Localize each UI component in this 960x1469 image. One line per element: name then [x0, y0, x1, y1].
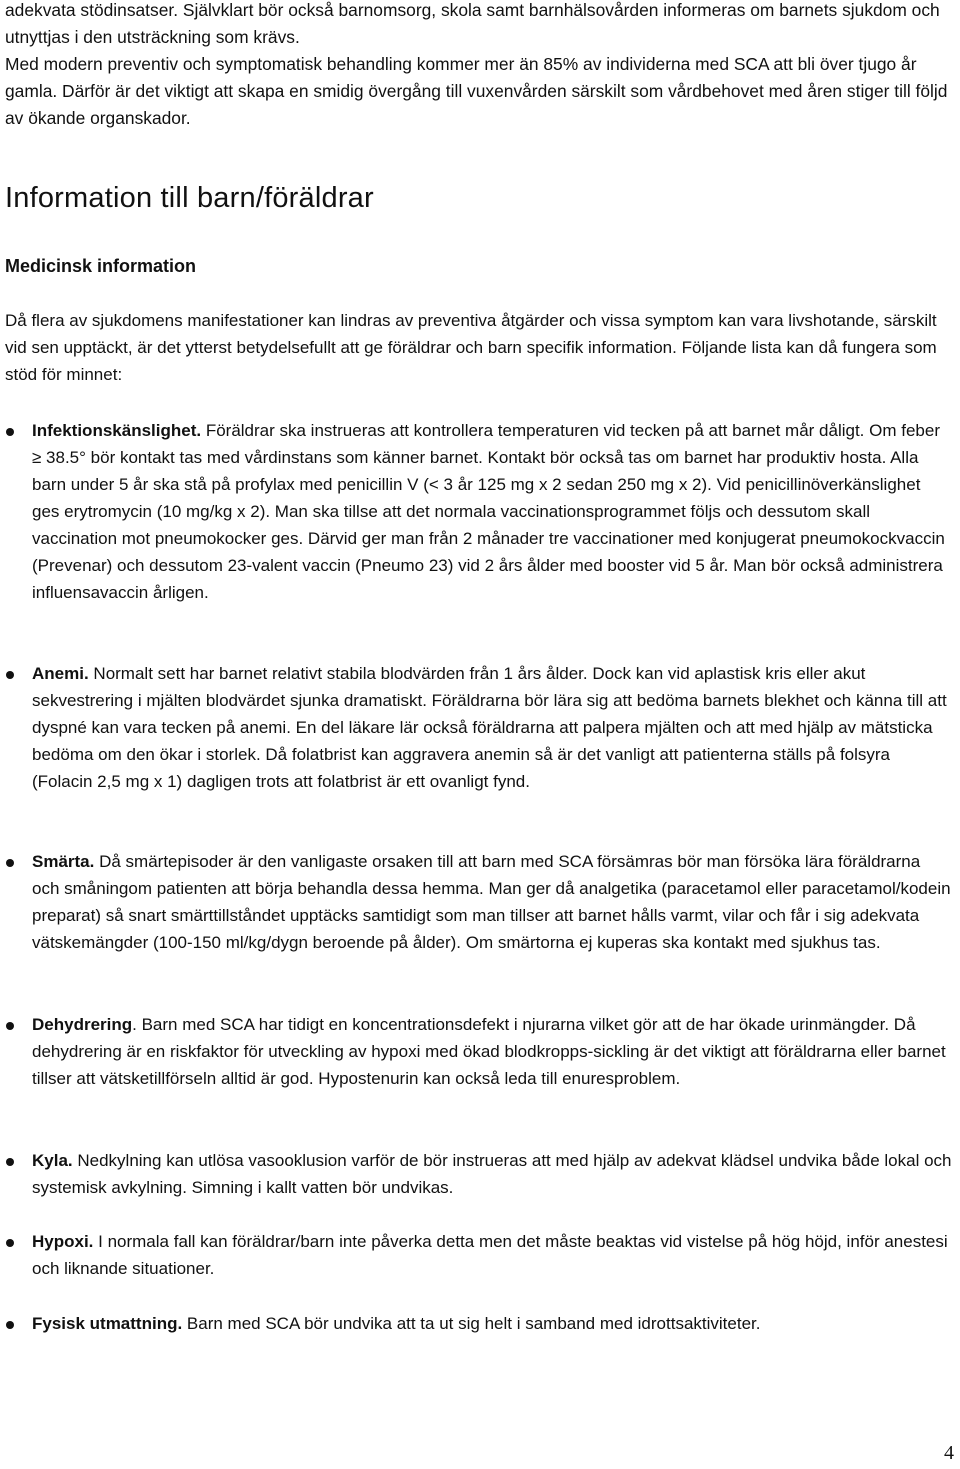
list-item-text	[32, 848, 952, 956]
list-item-term: Hypoxi.	[32, 1232, 94, 1251]
bullet-icon	[6, 428, 14, 436]
list-item-text	[32, 417, 952, 606]
list-item-body: Normalt sett har barnet relativt stabila blodvärden från 1 års ålder. Dock kan vid aplastisk kris eller akut sekvestrering i mjälten blodvärdet sjunka dramatiskt. Föräldrarna bör lära sig att bedöma barnets blekhet och känna till att dyspné kan vara tecken på anemi. En del läkare lär också föräldrarna att palpera mjälten och att med hjälp av mätsticka bedöma om den ökar i storlek. Då folatbrist kan aggravera anemin så är det vanligt att patienterna ställs på folsyra (Folacin 2,5 mg x 1) dagligen trots att folatbrist är ett ovanligt fynd.	[32, 664, 947, 791]
section-subheading: Medicinsk information	[5, 256, 197, 276]
list-item-body: Nedkylning kan utlösa vasooklusion varför de bör instrueras att med hjälp av adekvat klädsel undvika både lokal och systemisk avkylning. Simning i kallt vatten bör undvikas.	[32, 1151, 952, 1197]
list-item-text	[32, 1228, 952, 1282]
bullet-icon	[6, 671, 14, 679]
list-item-term: Smärta.	[32, 852, 95, 871]
list-item-term: Fysisk utmattning.	[32, 1314, 183, 1333]
list-item-term: Anemi.	[32, 664, 89, 683]
section-heading: Information till barn/föräldrar	[5, 182, 374, 214]
list-item-body: I normala fall kan föräldrar/barn inte påverka detta men det måste beaktas vid vistelse på hög höjd, inför anestesi och liknande situationer.	[32, 1232, 948, 1278]
list-item-body: Föräldrar ska instrueras att kontrollera temperaturen vid tecken på att barnet mår dåligt. Om feber ≥ 38.5° bör kontakt tas med vårdinstans som känner barnet. Kontakt bör också tas om barnet har produktiv hosta. Alla barn under 5 år ska stå på profylax med penicillin V (< 3 år 125 mg x 2 sedan 250 mg x 2). Vid penicillinöverkänslighet ges erytromycin (10 mg/kg x 2). Man ska tillse att det normala vaccinationsprogrammet följs och dessutom skall vaccination mot pneumokocker ges. Därvid ger man från 2 månader tre vaccinationer med konjugerat pneumokockvaccin (Prevenar) och dessutom 23-valent vaccin (Pneumo 23) vid 2 års ålder med booster vid 5 år. Man bör också administrera influensavaccin årligen.	[32, 421, 945, 602]
list-item-term: Dehydrering	[32, 1015, 133, 1034]
bullet-icon	[6, 1321, 14, 1329]
list-item-text	[32, 1147, 952, 1201]
page-number: 4	[944, 1442, 954, 1464]
bullet-icon	[6, 859, 14, 867]
intro-paragraph-1: adekvata stödinsatser. Självklart bör också barnomsorg, skola samt barnhälsovården informeras om barnets sjukdom och utnyttjas i den utsträckning som krävs.	[5, 0, 940, 47]
list-item-text	[32, 1310, 952, 1337]
bullet-icon	[6, 1239, 14, 1247]
list-item-body: Barn med SCA bör undvika att ta ut sig helt i samband med idrottsaktiviteter.	[182, 1314, 761, 1333]
intro-paragraph-2: Med modern preventiv och symptomatisk behandling kommer mer än 85% av individerna med SCA att bli över tjugo år gamla. Därför är det viktigt att skapa en smidig övergång till vuxenvården särskilt som vårdbehovet med åren stiger till följd av ökande organskador.	[5, 54, 948, 128]
list-item-term: Infektionskänslighet.	[32, 421, 202, 440]
list-item-term: Kyla.	[32, 1151, 73, 1170]
lead-paragraph: Då flera av sjukdomens manifestationer kan lindras av preventiva åtgärder och vissa symptom kan vara livshotande, särskilt vid sen upptäckt, är det ytterst betydelsefullt att ge föräldrar och barn specifik information. Följande lista kan då fungera som stöd för minnet:	[5, 311, 937, 384]
list-item-body: . Barn med SCA har tidigt en koncentrationsdefekt i njurarna vilket gör att de har ökade urinmängder. Då dehydrering är en riskfaktor för utveckling av hypoxi med ökad blodkropps-sickling är det viktigt att föräldrarna eller barnet tillser att vätsketillförseln alltid är god. Hypostenurin kan också leda till enuresproblem.	[32, 1015, 946, 1088]
bullet-icon	[6, 1022, 14, 1030]
list-item-text	[32, 660, 952, 795]
list-item-body: Då smärtepisoder är den vanligaste orsaken till att barn med SCA försämras bör man försöka lära föräldrarna och småningom patienten att börja behandla dessa hemma. Man ger då analgetika (paracetamol eller paracetamol/kodein preparat) så snart smärttillståndet upptäcks samtidigt som man tillser att barnet hålls varmt, vilar och får i sig adekvata vätskemängder (100-150 ml/kg/dygn beroende på ålder). Om smärtorna ej kuperas ska kontakt med sjukhus tas.	[32, 852, 951, 952]
list-item-text	[32, 1011, 952, 1092]
bullet-icon	[6, 1158, 14, 1166]
intro-text	[5, 0, 953, 132]
